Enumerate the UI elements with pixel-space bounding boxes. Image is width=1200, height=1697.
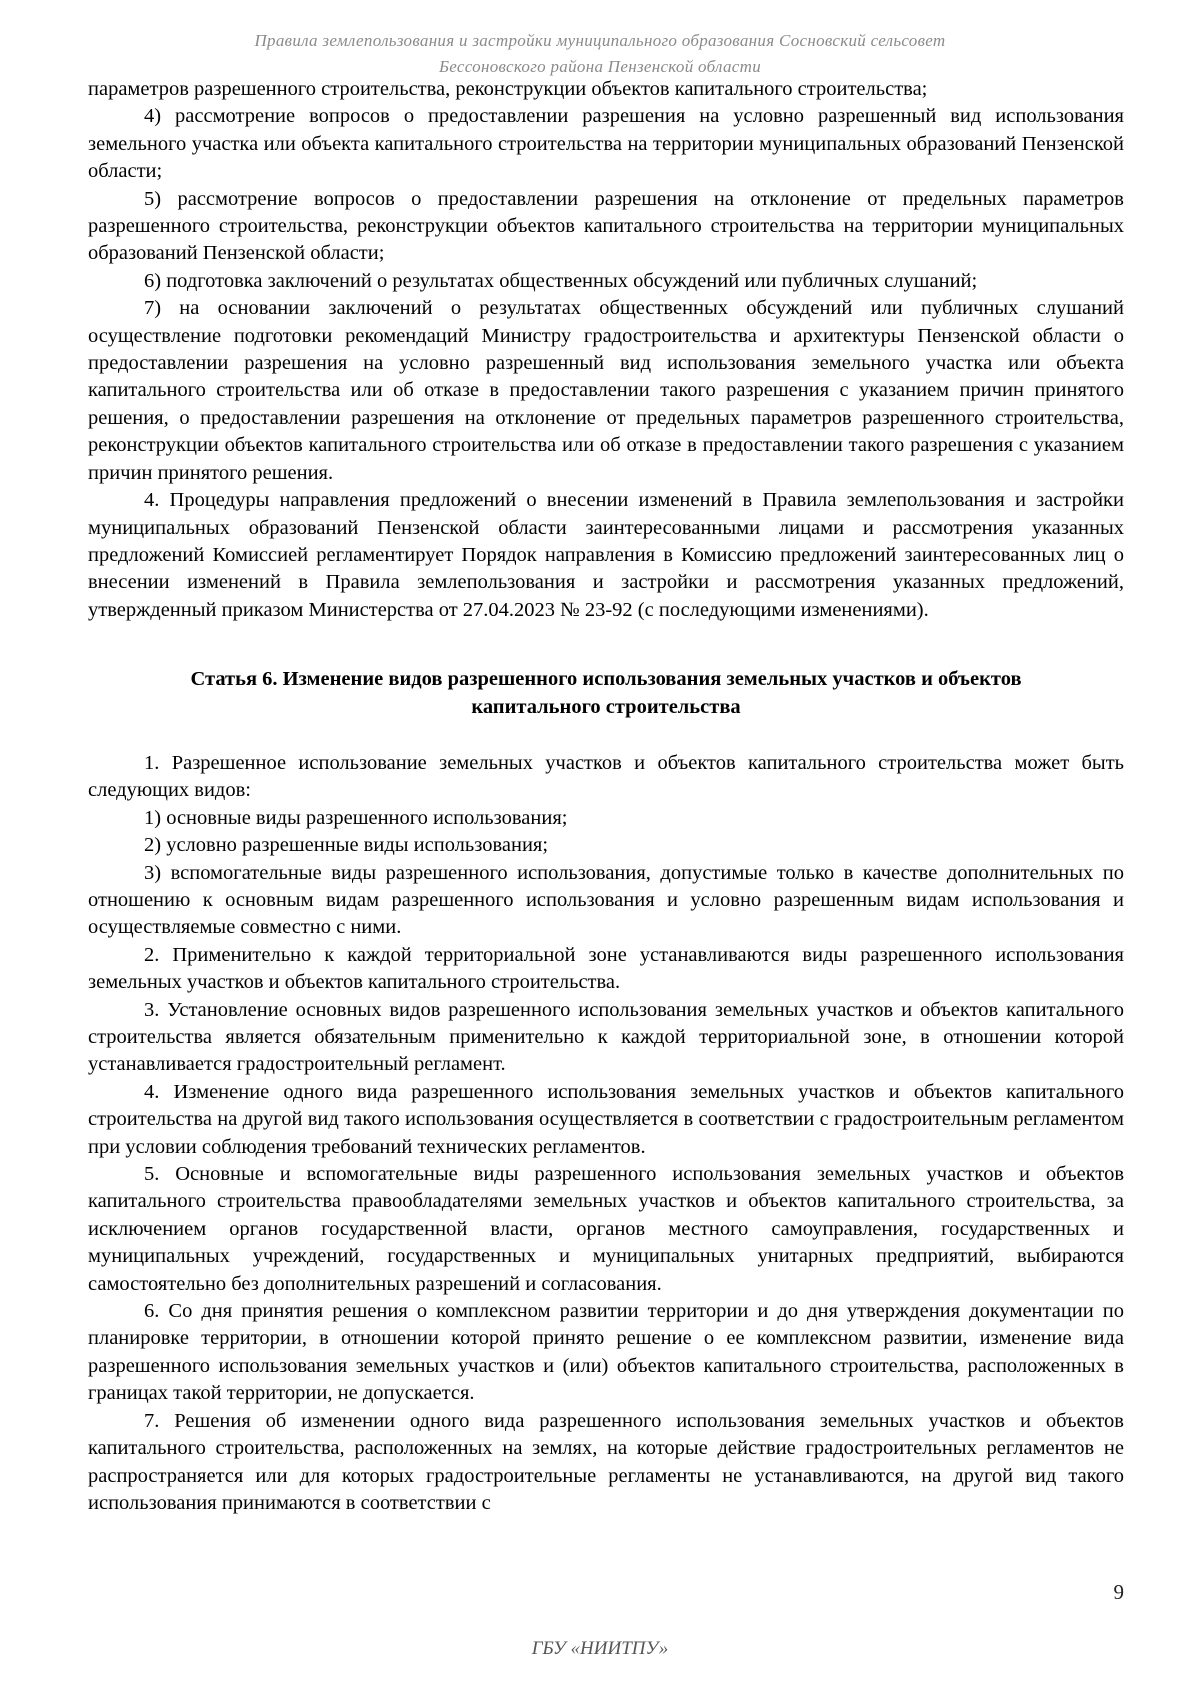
running-footer: ГБУ «НИИТПУ»: [531, 1638, 669, 1659]
header-line-2: Бессоновского района Пензенской области: [438, 57, 762, 76]
spacer: [88, 721, 1124, 750]
article-paragraph-7: 7. Решения об изменении одного вида разрешенного использования земельных участков и объектов капитального строительства, расположенных на землях, на которые действие градостроительных регламентов не распространяется или для которых градостроительные регламенты не устанавливаются, на другой вид такого использования принимаются в соответствии с: [88, 1409, 1124, 1514]
list-item-7: 7) на основании заключений о результатах общественных обсуждений или публичных слушаний осуществление подготовки рекомендаций Министру градостроительства и архитектуры Пензенской области о предоставлении разрешения на условно разрешенный вид использования земельного участка или объекта капитального строительства или об отказе в предоставлении такого разрешения с указанием причин принятого решения, о предоставлении разрешения на отклонение от предельных параметров разрешенного строительства, реконструкции объектов капитального строительства или об отказе в предоставлении такого разрешения с указанием причин принятого решения.: [88, 297, 1124, 484]
article-paragraph-4: 4. Изменение одного вида разрешенного использования земельных участков и объектов капитального строительства на другой вид такого использования осуществляется в соответствии с градостроительным регламентом при условии соблюдения требований технических регламентов.: [88, 1080, 1124, 1158]
article-subitem-2: 2) условно разрешенные виды использования;: [144, 834, 549, 857]
running-header: [0, 28, 1200, 80]
page-number: 9: [1113, 1580, 1124, 1604]
paragraph-continued: параметров разрешенного строительства, реконструкции объектов капитального строительства;: [88, 78, 928, 100]
page-content: [88, 76, 1124, 1517]
article-paragraph-2: 2. Применительно к каждой территориальной зоне устанавливаются виды разрешенного использования земельных участков и объектов капитального строительства.: [88, 943, 1124, 994]
article-subitem-3: 3) вспомогательные виды разрешенного использования, допустимые только в качестве дополнительных по отношению к основным видам разрешенного использования и условно разрешенным видам использования и осуществляемые совместно с ними.: [88, 861, 1124, 939]
article-paragraph-5: 5. Основные и вспомогательные виды разрешенного использования земельных участков и объектов капитального строительства правообладателями земельных участков и объектов капитального строительства, за исключением органов государственной власти, органов местного самоуправления, государственных и муниципальных учреждений, государственных и муниципальных унитарных предприятий, выбираются самостоятельно без дополнительных разрешений и согласования.: [88, 1163, 1124, 1295]
spacer: [88, 624, 1124, 666]
header-line-1: Правила землепользования и застройки муниципального образования Сосновский сельсовет: [254, 31, 946, 50]
section-4-paragraph: 4. Процедуры направления предложений о внесении изменений в Правила землепользования и застройки муниципальных образований Пензенской области заинтересованными лицами и рассмотрения указанных предложений Комиссией регламентирует Порядок направления в Комиссию предложений заинтересованных лиц о внесении изменений в Правила землепользования и застройки и рассмотрения указанных предложений, утвержденный приказом Министерства от 27.04.2023 № 23-92 (с последующими изменениями).: [88, 489, 1124, 621]
article-heading: Статья 6. Изменение видов разрешенного использования земельных участков и объектов капитального строительства: [190, 668, 1022, 718]
list-item-6: 6) подготовка заключений о результатах общественных обсуждений или публичных слушаний;: [144, 269, 978, 292]
article-paragraph-6: 6. Со дня принятия решения о комплексном развитии территории и до дня утверждения документации по планировке территории, в отношении которой принято решение о ее комплексном развитии, изменение вида разрешенного использования земельных участков и (или) объектов капитального строительства, расположенных в границах такой территории, не допускается.: [88, 1300, 1124, 1405]
article-subitem-1: 1) основные виды разрешенного использования;: [144, 806, 568, 829]
list-item-5: 5) рассмотрение вопросов о предоставлении разрешения на отклонение от предельных параметров разрешенного строительства, реконструкции объектов капитального строительства на территории муниципальных образований Пензенской области;: [88, 187, 1124, 265]
article-paragraph-1: 1. Разрешенное использование земельных участков и объектов капитального строительства может быть следующих видов:: [88, 751, 1124, 802]
list-item-4: 4) рассмотрение вопросов о предоставлении разрешения на условно разрешенный вид использования земельного участка или объекта капитального строительства на территории муниципальных образований Пензенской области;: [88, 105, 1124, 183]
article-paragraph-3: 3. Установление основных видов разрешенного использования земельных участков и объектов капитального строительства является обязательным применительно к каждой территориальной зоне, в отношении которой устанавливается градостроительный регламент.: [88, 998, 1124, 1076]
